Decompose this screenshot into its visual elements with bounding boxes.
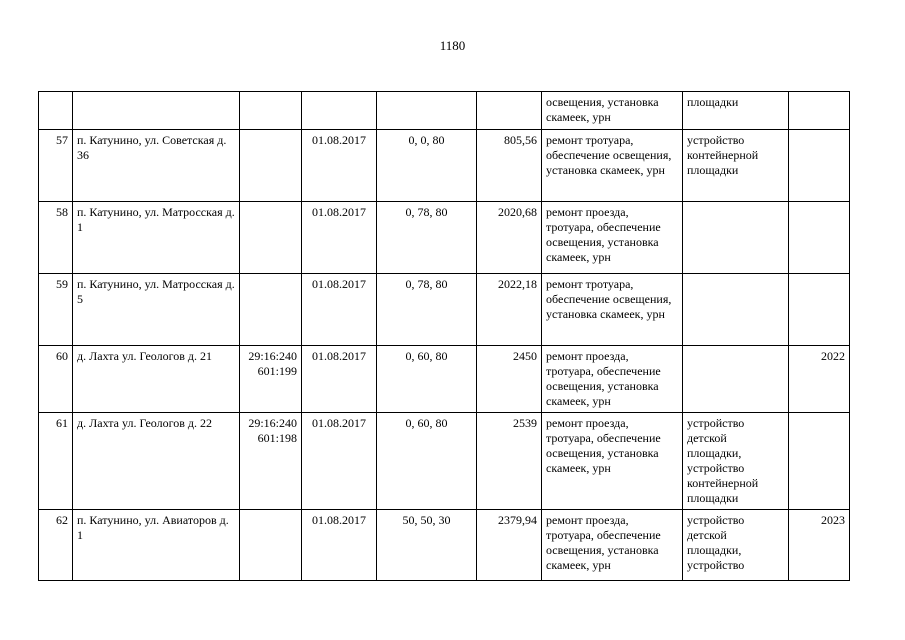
- year-cell: [789, 202, 850, 274]
- address-cell: п. Катунино, ул. Матросская д. 5: [73, 274, 240, 346]
- table-row: [39, 346, 850, 413]
- coefficients-cell: 0, 78, 80: [377, 274, 477, 346]
- table-row: [39, 413, 850, 510]
- date-cell: [302, 92, 377, 130]
- works-cell: ремонт тротуара, обеспечение освещения, установка скамеек, урн: [542, 130, 683, 202]
- row-number-cell: 58: [39, 202, 73, 274]
- table-row: [39, 274, 850, 346]
- cadastral-number-cell: [240, 274, 302, 346]
- works-cell: ремонт тротуара, обеспечение освещения, установка скамеек, урн: [542, 274, 683, 346]
- year-cell: 2022: [789, 346, 850, 413]
- area-cell: 2020,68: [477, 202, 542, 274]
- coefficients-cell: 50, 50, 30: [377, 510, 477, 581]
- table-row: [39, 510, 850, 581]
- extra-works-cell: [683, 274, 789, 346]
- coefficients-cell: 0, 60, 80: [377, 346, 477, 413]
- year-cell: [789, 413, 850, 510]
- works-cell: ремонт проезда, тротуара, обеспечение освещения, установка скамеек, урн: [542, 413, 683, 510]
- page-number: 1180: [439, 38, 466, 53]
- date-cell: 01.08.2017: [302, 274, 377, 346]
- row-number-cell: 59: [39, 274, 73, 346]
- date-cell: 01.08.2017: [302, 413, 377, 510]
- cadastral-number-cell: [240, 92, 302, 130]
- extra-works-cell: площадки: [683, 92, 789, 130]
- extra-works-cell: [683, 202, 789, 274]
- address-cell: п. Катунино, ул. Авиаторов д. 1: [73, 510, 240, 581]
- row-number-cell: [39, 92, 73, 130]
- area-cell: [477, 92, 542, 130]
- year-cell: [789, 130, 850, 202]
- row-number-cell: 57: [39, 130, 73, 202]
- year-cell: [789, 92, 850, 130]
- area-cell: 805,56: [477, 130, 542, 202]
- table-row: [39, 92, 850, 130]
- coefficients-cell: 0, 60, 80: [377, 413, 477, 510]
- address-cell: п. Катунино, ул. Матросская д. 1: [73, 202, 240, 274]
- address-cell: д. Лахта ул. Геологов д. 21: [73, 346, 240, 413]
- extra-works-cell: устройство детской площадки, устройство контейнерной площадки: [683, 413, 789, 510]
- coefficients-cell: [377, 92, 477, 130]
- address-cell: [73, 92, 240, 130]
- works-cell: ремонт проезда, тротуара, обеспечение освещения, установка скамеек, урн: [542, 510, 683, 581]
- table-row: [39, 130, 850, 202]
- row-number-cell: 62: [39, 510, 73, 581]
- cadastral-number-cell: [240, 130, 302, 202]
- address-cell: п. Катунино, ул. Советская д. 36: [73, 130, 240, 202]
- date-cell: 01.08.2017: [302, 510, 377, 581]
- extra-works-cell: устройство детской площадки, устройство: [683, 510, 789, 581]
- area-cell: 2450: [477, 346, 542, 413]
- year-cell: 2023: [789, 510, 850, 581]
- coefficients-cell: 0, 0, 80: [377, 130, 477, 202]
- area-cell: 2379,94: [477, 510, 542, 581]
- extra-works-cell: [683, 346, 789, 413]
- cadastral-number-cell: [240, 202, 302, 274]
- date-cell: 01.08.2017: [302, 130, 377, 202]
- row-number-cell: 60: [39, 346, 73, 413]
- registry-table: [38, 91, 850, 581]
- works-cell: ремонт проезда, тротуара, обеспечение освещения, установка скамеек, урн: [542, 346, 683, 413]
- year-cell: [789, 274, 850, 346]
- works-cell: освещения, установка скамеек, урн: [542, 92, 683, 130]
- cadastral-number-cell: 29:16:240 601:199: [240, 346, 302, 413]
- address-cell: д. Лахта ул. Геологов д. 22: [73, 413, 240, 510]
- cadastral-number-cell: [240, 510, 302, 581]
- cadastral-number-cell: 29:16:240 601:198: [240, 413, 302, 510]
- date-cell: 01.08.2017: [302, 202, 377, 274]
- table-row: [39, 202, 850, 274]
- row-number-cell: 61: [39, 413, 73, 510]
- works-cell: ремонт проезда, тротуара, обеспечение освещения, установка скамеек, урн: [542, 202, 683, 274]
- date-cell: 01.08.2017: [302, 346, 377, 413]
- coefficients-cell: 0, 78, 80: [377, 202, 477, 274]
- area-cell: 2022,18: [477, 274, 542, 346]
- extra-works-cell: устройство контейнерной площадки: [683, 130, 789, 202]
- area-cell: 2539: [477, 413, 542, 510]
